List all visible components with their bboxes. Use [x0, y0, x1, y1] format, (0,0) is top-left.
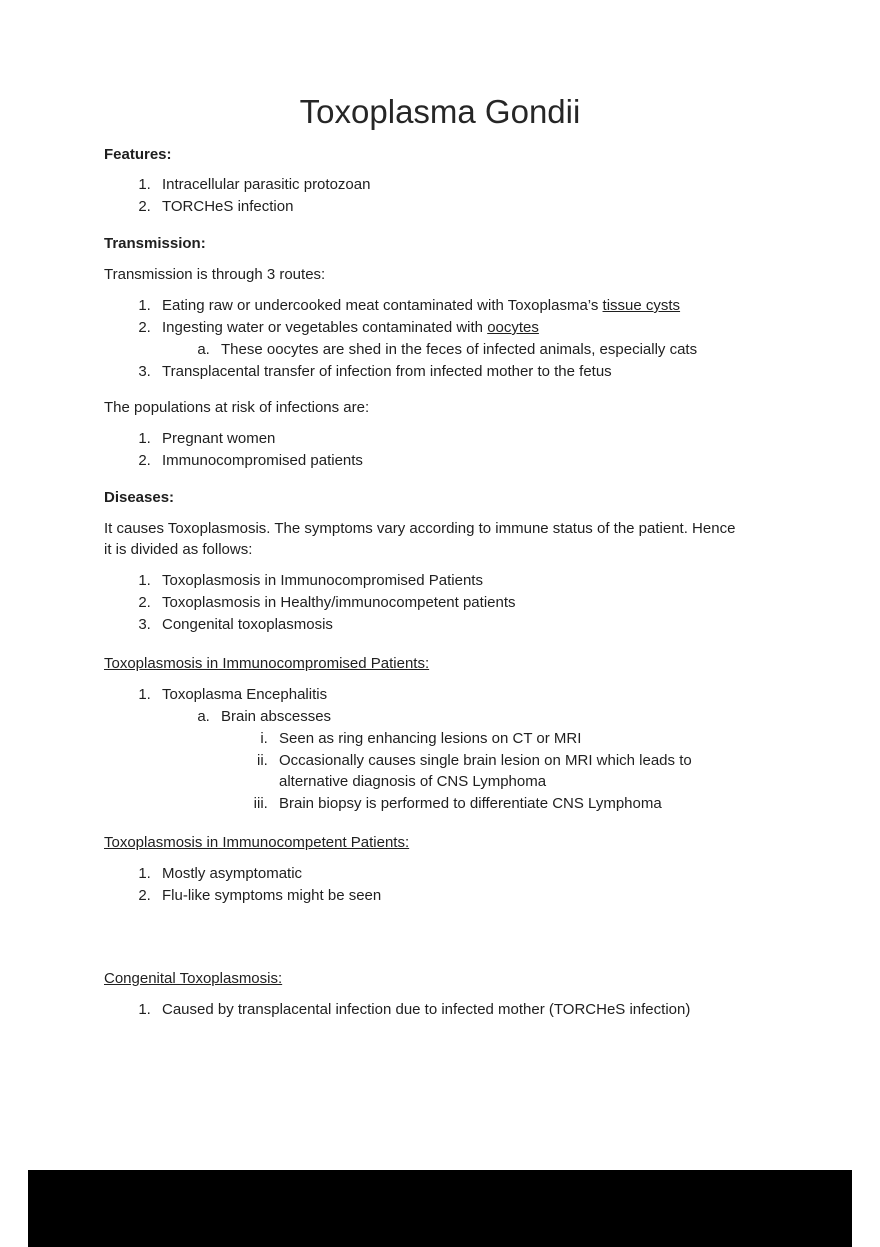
congenital-heading: Congenital Toxoplasmosis: — [104, 970, 283, 987]
list-item — [155, 863, 746, 884]
underlined-term: tissue cysts — [602, 297, 681, 314]
immunocompromised-list — [104, 684, 746, 814]
list-item-text: Flu-like symptoms might be seen — [162, 887, 382, 904]
list-item — [155, 428, 746, 449]
list-item-text: Brain biopsy is performed to differentiate CNS Lymphoma — [279, 795, 662, 812]
sub-sub-list — [221, 728, 746, 814]
transmission-heading: Transmission: — [104, 235, 206, 252]
list-item-text: Eating raw or undercooked meat contaminated with Toxoplasma’s — [162, 297, 603, 314]
immunocompetent-list — [104, 863, 746, 906]
list-item-text: Toxoplasmosis in Immunocompromised Patients — [162, 572, 483, 589]
list-item — [155, 614, 746, 635]
list-item — [214, 706, 746, 814]
list-item-text: Pregnant women — [162, 430, 276, 447]
list-item-text: Seen as ring enhancing lesions on CT or MRI — [279, 730, 582, 747]
diseases-heading: Diseases: — [104, 489, 175, 506]
list-item — [155, 592, 746, 613]
list-item-text: Toxoplasmosis in Healthy/immunocompetent patients — [162, 594, 516, 611]
list-item — [155, 295, 746, 316]
list-item-text: Intracellular parasitic protozoan — [162, 176, 371, 193]
transmission-routes-list — [104, 295, 746, 382]
list-item — [272, 728, 746, 749]
list-item-text: Transplacental transfer of infection from infected mother to the fetus — [162, 363, 612, 380]
sub-list — [162, 706, 746, 814]
list-item-text: Occasionally causes single brain lesion on MRI which leads to alternative diagnosis of CNS Lymphoma — [279, 752, 692, 790]
risk-populations-list — [104, 428, 746, 471]
sub-list — [162, 339, 746, 360]
list-item-text: Toxoplasma Encephalitis — [162, 686, 328, 703]
underlined-term: oocytes — [487, 319, 539, 336]
list-item — [155, 570, 746, 591]
diseases-list — [104, 570, 746, 635]
list-item-text: TORCHeS infection — [162, 198, 294, 215]
list-item — [155, 450, 746, 471]
list-item — [155, 999, 746, 1020]
features-heading: Features: — [104, 146, 172, 163]
list-item — [155, 196, 746, 217]
list-item — [272, 793, 746, 814]
immunocompetent-heading: Toxoplasmosis in Immunocompetent Patients: — [104, 834, 410, 851]
list-item-text: These oocytes are shed in the feces of infected animals, especially cats — [221, 341, 698, 358]
congenital-list — [104, 999, 746, 1020]
list-item — [272, 750, 746, 792]
page-bottom-bar — [28, 1170, 852, 1247]
diseases-intro: It causes Toxoplasmosis. The symptoms vary according to immune status of the patient. Hence it is divided as follows: — [104, 520, 736, 558]
list-item — [155, 361, 746, 382]
risk-intro: The populations at risk of infections are: — [104, 399, 370, 416]
list-item-text: Caused by transplacental infection due to infected mother (TORCHeS infection) — [162, 1001, 691, 1018]
transmission-intro: Transmission is through 3 routes: — [104, 266, 326, 283]
list-item — [155, 684, 746, 814]
list-item-text: Congenital toxoplasmosis — [162, 616, 333, 633]
list-item-text: Brain abscesses — [221, 708, 332, 725]
list-item-text: Immunocompromised patients — [162, 452, 363, 469]
features-list — [104, 174, 746, 217]
list-item — [214, 339, 746, 360]
list-item — [155, 317, 746, 360]
page-title: Toxoplasma Gondii — [299, 93, 581, 130]
list-item — [155, 885, 746, 906]
list-item-text: Ingesting water or vegetables contaminated with — [162, 319, 488, 336]
list-item-text: Mostly asymptomatic — [162, 865, 303, 882]
list-item — [155, 174, 746, 195]
immunocompromised-heading: Toxoplasmosis in Immunocompromised Patients: — [104, 655, 430, 672]
